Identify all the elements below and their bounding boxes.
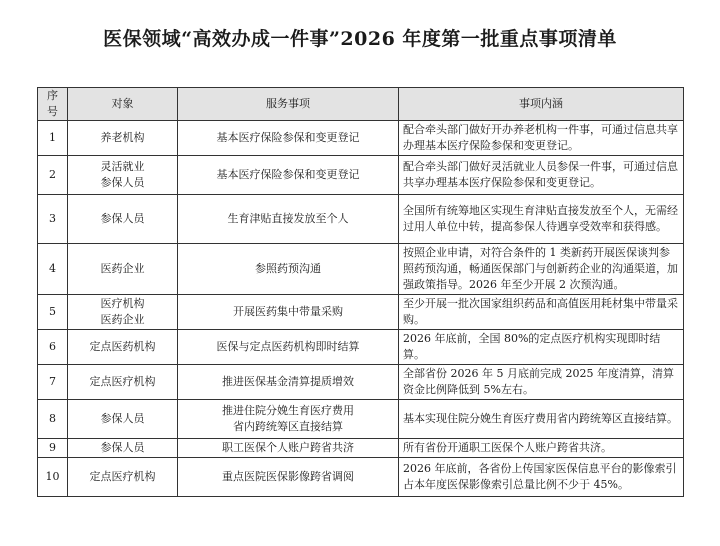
- row-content: 所有省份开通职工医保个人账户跨省共济。: [399, 439, 684, 458]
- header-no: 序号: [38, 88, 68, 121]
- header-service: 服务事项: [178, 88, 399, 121]
- row-service: 推进住院分娩生育医疗费用 省内跨统筹区直接结算: [178, 400, 399, 439]
- table-row: [38, 295, 684, 330]
- row-no: 5: [38, 295, 68, 330]
- row-no: 7: [38, 365, 68, 400]
- row-service: 基本医疗保险参保和变更登记: [178, 156, 399, 195]
- row-content: 基本实现住院分娩生育医疗费用省内跨统筹区直接结算。: [399, 400, 684, 439]
- row-service: 参照药预沟通: [178, 244, 399, 295]
- header-object: 对象: [68, 88, 178, 121]
- row-object: 参保人员: [68, 439, 178, 458]
- row-no: 10: [38, 458, 68, 497]
- header-content: 事项内涵: [399, 88, 684, 121]
- row-content: 配合牵头部门做好灵活就业人员参保一件事，可通过信息共享办理基本医疗保险参保和变更登记。: [399, 156, 684, 195]
- row-no: 2: [38, 156, 68, 195]
- table-row: [38, 365, 684, 400]
- row-service: 开展医药集中带量采购: [178, 295, 399, 330]
- row-no: 9: [38, 439, 68, 458]
- row-object: 医疗机构 医药企业: [68, 295, 178, 330]
- table-row: [38, 458, 684, 497]
- row-object: 定点医疗机构: [68, 365, 178, 400]
- row-content: 配合牵头部门做好开办养老机构一件事，可通过信息共享办理基本医疗保险参保和变更登记。: [399, 121, 684, 156]
- row-object: 养老机构: [68, 121, 178, 156]
- row-content: 全国所有统筹地区实现生育津贴直接发放至个人，无需经过用人单位中转，提高参保人待遇享受效率和获得感。: [399, 195, 684, 244]
- row-service: 生育津贴直接发放至个人: [178, 195, 399, 244]
- table-row: [38, 330, 684, 365]
- table-row: [38, 195, 684, 244]
- row-object: 医药企业: [68, 244, 178, 295]
- row-service: 重点医院医保影像跨省调阅: [178, 458, 399, 497]
- row-service: 职工医保个人账户跨省共济: [178, 439, 399, 458]
- row-object: 定点医疗机构: [68, 458, 178, 497]
- document-title: 医保领域“高效办成一件事”2026 年度第一批重点事项清单: [103, 28, 617, 50]
- row-object: 参保人员: [68, 400, 178, 439]
- row-object: 定点医药机构: [68, 330, 178, 365]
- table-row: [38, 439, 684, 458]
- row-no: 1: [38, 121, 68, 156]
- table-row: [38, 156, 684, 195]
- table-header-row: [38, 88, 684, 121]
- row-service: 医保与定点医药机构即时结算: [178, 330, 399, 365]
- table-row: [38, 400, 684, 439]
- row-content: 按照企业申请，对符合条件的 1 类新药开展医保谈判参照药预沟通，畅通医保部门与创新药企业的沟通渠道，加强政策指导。2026 年至少开展 2 次预沟通。: [399, 244, 684, 295]
- key-items-table: [37, 87, 684, 497]
- row-service: 推进医保基金清算提质增效: [178, 365, 399, 400]
- row-content: 全部省份 2026 年 5 月底前完成 2025 年度清算，清算资金比例降低到 5%左右。: [399, 365, 684, 400]
- row-content: 至少开展一批次国家组织药品和高值医用耗材集中带量采购。: [399, 295, 684, 330]
- row-object: 参保人员: [68, 195, 178, 244]
- table-row: [38, 121, 684, 156]
- row-service: 基本医疗保险参保和变更登记: [178, 121, 399, 156]
- row-content: 2026 年底前，各省份上传国家医保信息平台的影像索引占本年度医保影像索引总量比例不少于 45%。: [399, 458, 684, 497]
- row-content: 2026 年底前，全国 80%的定点医疗机构实现即时结算。: [399, 330, 684, 365]
- row-no: 4: [38, 244, 68, 295]
- row-object: 灵活就业 参保人员: [68, 156, 178, 195]
- row-no: 6: [38, 330, 68, 365]
- row-no: 3: [38, 195, 68, 244]
- table-row: [38, 244, 684, 295]
- row-no: 8: [38, 400, 68, 439]
